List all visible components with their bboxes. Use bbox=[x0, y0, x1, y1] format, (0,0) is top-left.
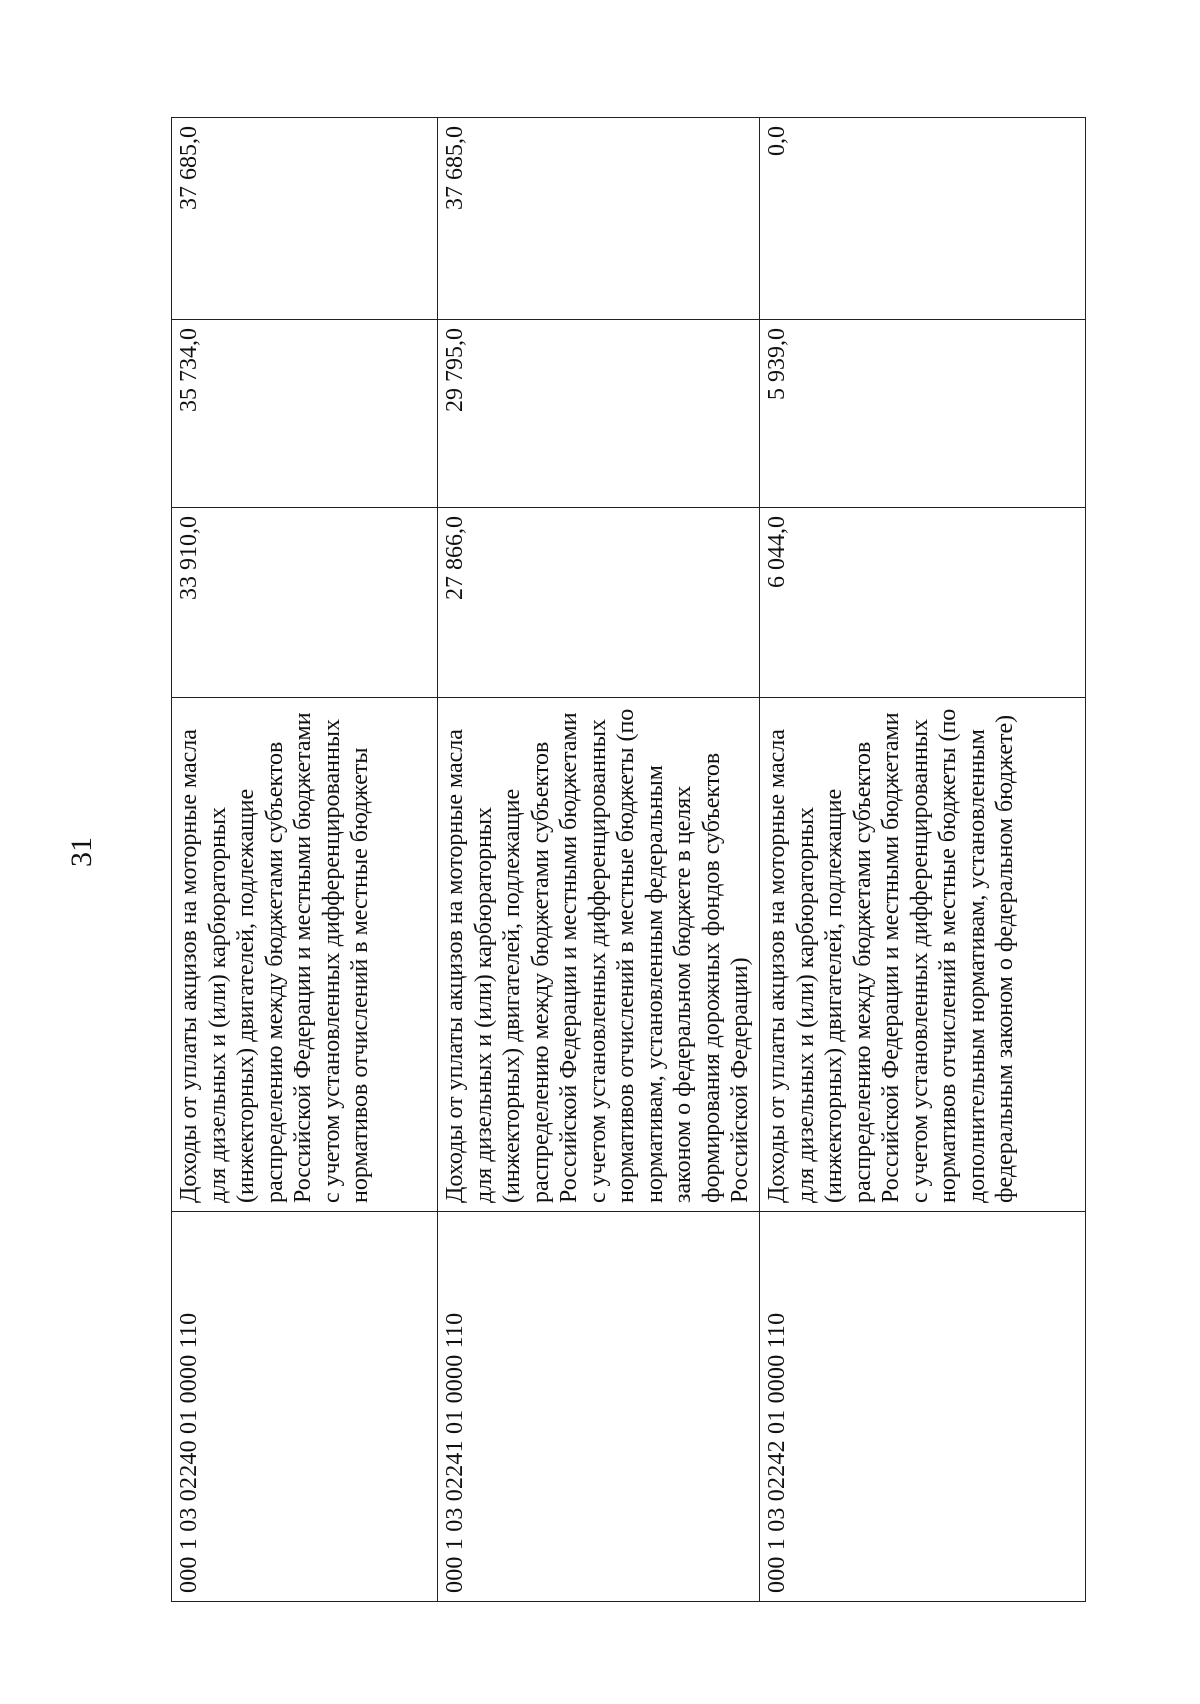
row-code: 000 1 03 02240 01 0000 110 bbox=[172, 1212, 438, 1602]
row-name: Доходы от уплаты акцизов на моторные масла для дизельных и (или) карбюраторных (инжекторных) двигателей, подлежащие распределению между бюджетами субъектов Российской Федерации и местными бюджетами с учетом установленных дифференцированных нормативов отчислений в местные бюджеты (по нормативам, установленным федеральным законом о федеральном бюджете в целях формирования дорожных фондов субъектов Российской Федерации) bbox=[438, 698, 760, 1212]
row-code: 000 1 03 02242 01 0000 110 bbox=[760, 1212, 1086, 1602]
table-container bbox=[171, 118, 1085, 1602]
row-name: Доходы от уплаты акцизов на моторные масла для дизельных и (или) карбюраторных (инжекторных) двигателей, подлежащие распределению между бюджетами субъектов Российской Федерации и местными бюджетами с учетом установленных дифференцированных нормативов отчислений в местные бюджеты bbox=[172, 698, 438, 1212]
row-value-2: 35 734,0 bbox=[172, 320, 438, 508]
page-number: 31 bbox=[65, 837, 98, 867]
rotated-table-frame bbox=[171, 118, 1085, 1602]
row-value-1: 33 910,0 bbox=[172, 508, 438, 698]
table-row bbox=[172, 118, 438, 1602]
row-value-3: 0,0 bbox=[760, 118, 1086, 320]
row-code: 000 1 03 02241 01 0000 110 bbox=[438, 1212, 760, 1602]
table-row bbox=[438, 118, 760, 1602]
row-value-3: 37 685,0 bbox=[172, 118, 438, 320]
row-value-1: 27 866,0 bbox=[438, 508, 760, 698]
row-value-1: 6 044,0 bbox=[760, 508, 1086, 698]
row-value-2: 29 795,0 bbox=[438, 320, 760, 508]
row-value-2: 5 939,0 bbox=[760, 320, 1086, 508]
row-name: Доходы от уплаты акцизов на моторные масла для дизельных и (или) карбюраторных (инжекторных) двигателей, подлежащие распределению между бюджетами субъектов Российской Федерации и местными бюджетами с учетом установленных дифференцированных нормативов отчислений в местные бюджеты (по дополнительным нормативам, установленным федеральным законом о федеральном бюджете) bbox=[760, 698, 1086, 1212]
table-row bbox=[760, 118, 1086, 1602]
revenue-table bbox=[171, 117, 1086, 1602]
row-value-3: 37 685,0 bbox=[438, 118, 760, 320]
